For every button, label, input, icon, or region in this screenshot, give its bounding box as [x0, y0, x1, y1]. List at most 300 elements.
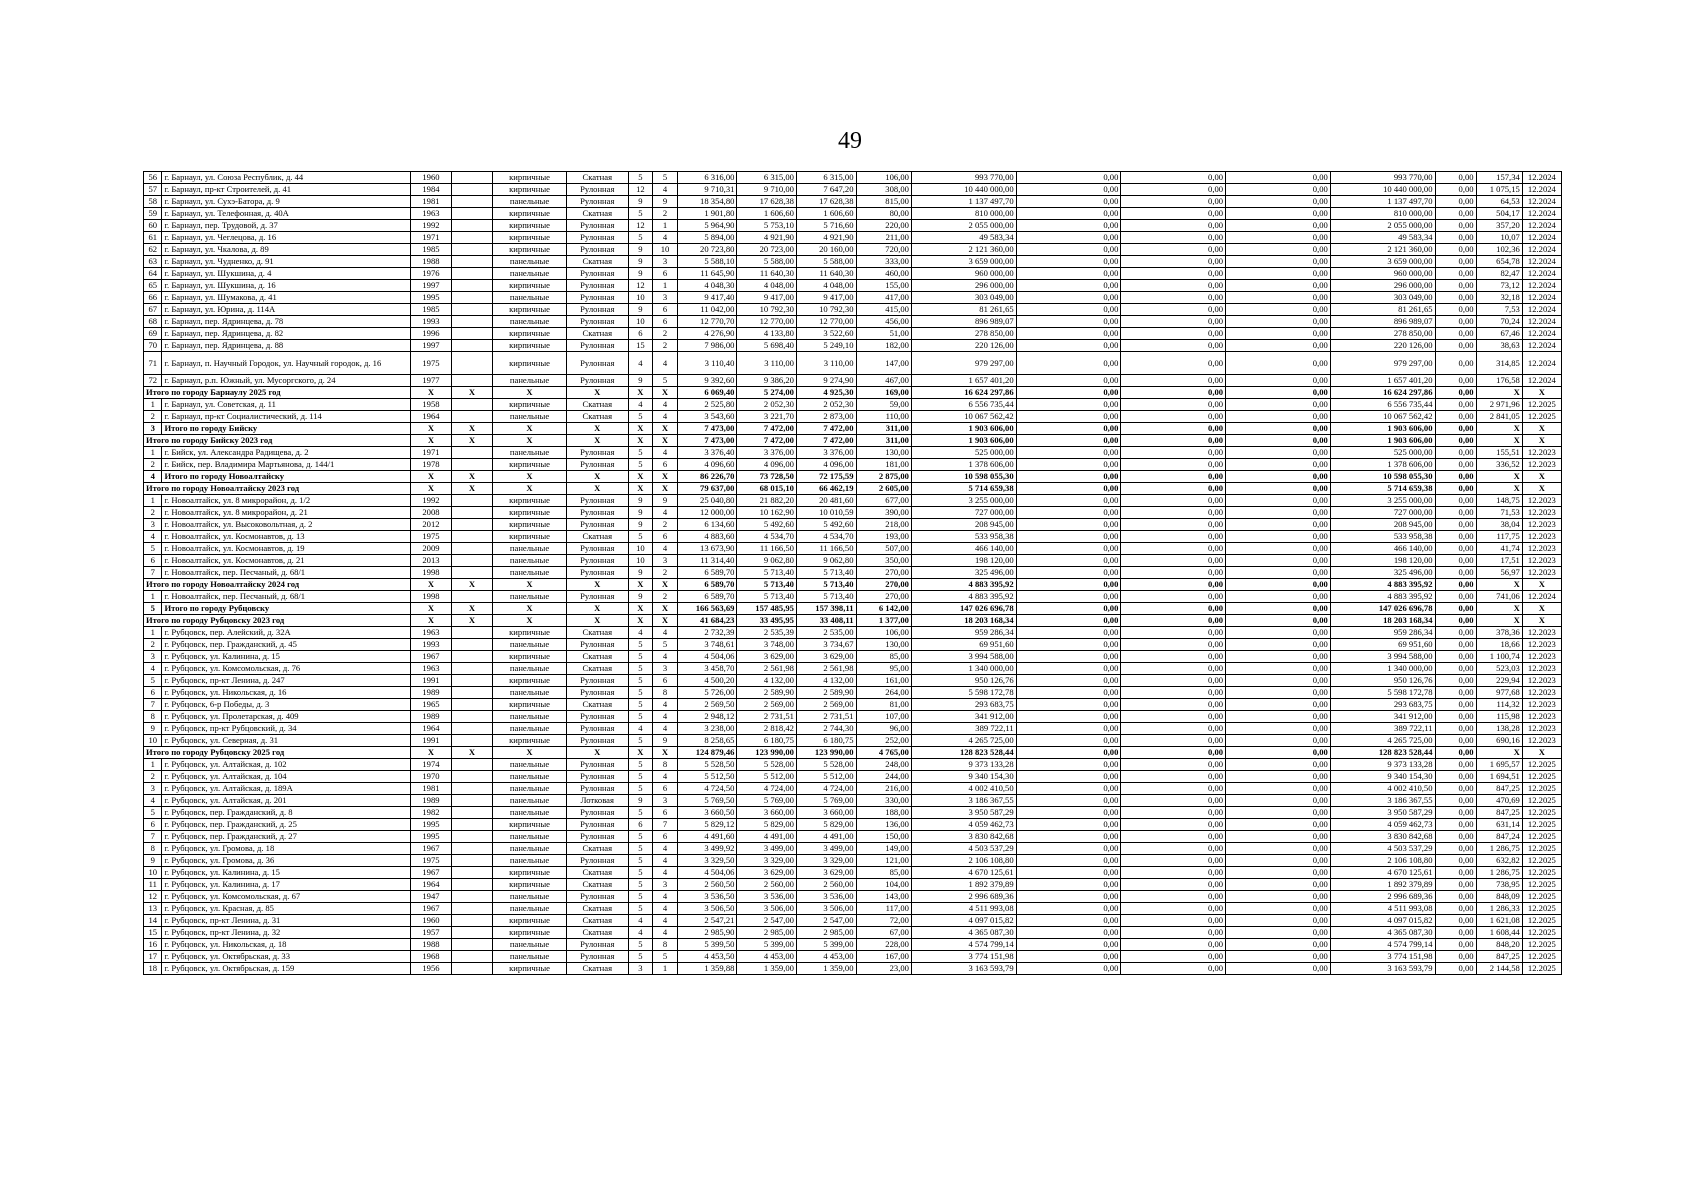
floors: 5 — [628, 903, 653, 915]
regional-funds: 0,00 — [1121, 184, 1226, 196]
roof-type: Рулонная — [566, 567, 628, 579]
table-row — [144, 663, 1562, 675]
roof-type: Скатная — [566, 915, 628, 927]
row-number: 16 — [144, 939, 162, 951]
year-built: 1977 — [410, 375, 451, 387]
total-area: 3 238,00 — [677, 723, 737, 735]
owner-funds: 2 055 000,00 — [1330, 220, 1435, 232]
floors: 4 — [628, 927, 653, 939]
residential-area-owned: 20 481,60 — [796, 495, 856, 507]
wall-material: панельные — [493, 292, 567, 304]
total-area: 7 473,00 — [677, 435, 737, 447]
specific-cost: 0,00 — [1435, 471, 1476, 483]
total-area: 12 000,00 — [677, 507, 737, 519]
year-built: 1995 — [410, 819, 451, 831]
federal-funds: 0,00 — [1016, 555, 1121, 567]
total-area: 3 748,61 — [677, 639, 737, 651]
wall-material: панельные — [493, 903, 567, 915]
entrances: X — [653, 483, 678, 495]
floors: 6 — [628, 328, 653, 340]
specific-cost-limit: 1 694,51 — [1476, 771, 1522, 783]
year-built: 1989 — [410, 687, 451, 699]
floors: 10 — [628, 316, 653, 328]
entrances: 2 — [653, 340, 678, 352]
federal-funds: 0,00 — [1016, 220, 1121, 232]
table-row — [144, 687, 1562, 699]
completion-date: 12.2024 — [1522, 208, 1561, 220]
table-row — [144, 939, 1562, 951]
local-funds: 0,00 — [1226, 447, 1331, 459]
year-built: 1971 — [410, 447, 451, 459]
federal-funds: 0,00 — [1016, 579, 1121, 591]
wall-material: панельные — [493, 807, 567, 819]
address: г. Барнаул, ул. Советская, д. 11 — [162, 399, 410, 411]
row-number: 2 — [144, 459, 162, 471]
owner-funds: 128 823 528,44 — [1330, 747, 1435, 759]
residential-area: 5 492,60 — [737, 519, 797, 531]
year-built: 1963 — [410, 663, 451, 675]
residential-area-owned: 4 534,70 — [796, 531, 856, 543]
specific-cost: 0,00 — [1435, 627, 1476, 639]
local-funds: 0,00 — [1226, 423, 1331, 435]
table-body — [144, 172, 1562, 975]
entrances: X — [653, 387, 678, 399]
owner-funds: 147 026 696,78 — [1330, 603, 1435, 615]
year-built: 2013 — [410, 555, 451, 567]
entrances: 4 — [653, 915, 678, 927]
roof-type: Скатная — [566, 531, 628, 543]
residents-count: 150,00 — [856, 831, 911, 843]
address: г. Рубцовск, ул. Комсомольская, д. 67 — [162, 891, 410, 903]
total-area: 2 948,12 — [677, 711, 737, 723]
table-row — [144, 172, 1562, 184]
address: г. Рубцовск, ул. Громова, д. 18 — [162, 843, 410, 855]
owner-funds: 325 496,00 — [1330, 567, 1435, 579]
residential-area-owned: 4 096,00 — [796, 459, 856, 471]
federal-funds: 0,00 — [1016, 687, 1121, 699]
federal-funds: 0,00 — [1016, 232, 1121, 244]
year-reconstruction — [452, 903, 493, 915]
local-funds: 0,00 — [1226, 927, 1331, 939]
total-area: 3 660,50 — [677, 807, 737, 819]
residential-area-owned: 4 724,00 — [796, 783, 856, 795]
table-row — [144, 232, 1562, 244]
total-cost: 69 951,60 — [911, 639, 1016, 651]
federal-funds: 0,00 — [1016, 675, 1121, 687]
specific-cost-limit: 67,46 — [1476, 328, 1522, 340]
floors: 12 — [628, 184, 653, 196]
specific-cost: 0,00 — [1435, 939, 1476, 951]
table-row — [144, 280, 1562, 292]
local-funds: 0,00 — [1226, 639, 1331, 651]
residential-area-owned: 66 462,19 — [796, 483, 856, 495]
wall-material: панельные — [493, 759, 567, 771]
total-cost: 896 989,07 — [911, 316, 1016, 328]
specific-cost-limit: 848,09 — [1476, 891, 1522, 903]
completion-date: 12.2023 — [1522, 531, 1561, 543]
residential-area: 3 536,00 — [737, 891, 797, 903]
year-reconstruction — [452, 495, 493, 507]
residential-area: 9 386,20 — [737, 375, 797, 387]
specific-cost-limit: 176,58 — [1476, 375, 1522, 387]
regional-funds: 0,00 — [1121, 519, 1226, 531]
table-row — [144, 951, 1562, 963]
address: г. Рубцовск, ул. Калинина, д. 15 — [162, 867, 410, 879]
local-funds: 0,00 — [1226, 172, 1331, 184]
federal-funds: 0,00 — [1016, 423, 1121, 435]
roof-type: Рулонная — [566, 495, 628, 507]
total-cost: 296 000,00 — [911, 280, 1016, 292]
year-built: 1985 — [410, 304, 451, 316]
floors: 9 — [628, 375, 653, 387]
specific-cost-limit: 7,53 — [1476, 304, 1522, 316]
total-area: 3 458,70 — [677, 663, 737, 675]
residential-area-owned: 3 506,00 — [796, 903, 856, 915]
wall-material: панельные — [493, 567, 567, 579]
table-row — [144, 208, 1562, 220]
specific-cost-limit: 2 841,05 — [1476, 411, 1522, 423]
wall-material: кирпичные — [493, 232, 567, 244]
local-funds: 0,00 — [1226, 915, 1331, 927]
entrances: 6 — [653, 675, 678, 687]
address: г. Барнаул, ул. Шукшина, д. 4 — [162, 268, 410, 280]
roof-type: Скатная — [566, 411, 628, 423]
specific-cost: 0,00 — [1435, 927, 1476, 939]
roof-type: Скатная — [566, 627, 628, 639]
residents-count: 211,00 — [856, 232, 911, 244]
roof-type: Рулонная — [566, 771, 628, 783]
year-built: 1993 — [410, 639, 451, 651]
specific-cost-limit: 847,25 — [1476, 783, 1522, 795]
residential-area: 5 769,00 — [737, 795, 797, 807]
entrances: 4 — [653, 711, 678, 723]
year-built: 1971 — [410, 232, 451, 244]
regional-funds: 0,00 — [1121, 651, 1226, 663]
floors: 9 — [628, 567, 653, 579]
residential-area: 123 990,00 — [737, 747, 797, 759]
total-area: 4 096,60 — [677, 459, 737, 471]
year-reconstruction — [452, 340, 493, 352]
residential-area: 9 062,80 — [737, 555, 797, 567]
total-row — [144, 387, 1562, 399]
residential-area: 5 399,00 — [737, 939, 797, 951]
federal-funds: 0,00 — [1016, 375, 1121, 387]
owner-funds: 1 378 606,00 — [1330, 459, 1435, 471]
address: г. Барнаул, пер. Трудовой, д. 37 — [162, 220, 410, 232]
owner-funds: 4 670 125,61 — [1330, 867, 1435, 879]
total-cost: 4 059 462,73 — [911, 819, 1016, 831]
specific-cost: 0,00 — [1435, 951, 1476, 963]
residents-count: 244,00 — [856, 771, 911, 783]
address: г. Рубцовск, пер. Гражданский, д. 27 — [162, 831, 410, 843]
year-reconstruction: X — [452, 747, 493, 759]
table-row — [144, 843, 1562, 855]
residents-count: 415,00 — [856, 304, 911, 316]
roof-type: X — [566, 435, 628, 447]
table-row — [144, 268, 1562, 280]
regional-funds: 0,00 — [1121, 196, 1226, 208]
roof-type: Скатная — [566, 663, 628, 675]
specific-cost: 0,00 — [1435, 831, 1476, 843]
residential-area-owned: 3 629,00 — [796, 651, 856, 663]
wall-material: панельные — [493, 891, 567, 903]
total-cost: 49 583,34 — [911, 232, 1016, 244]
row-number: 68 — [144, 316, 162, 328]
address: г. Рубцовск, пр-кт Ленина, д. 32 — [162, 927, 410, 939]
total-cost: 1 378 606,00 — [911, 459, 1016, 471]
residential-area-owned: 2 569,00 — [796, 699, 856, 711]
year-built: X — [410, 615, 451, 627]
total-area: 2 547,21 — [677, 915, 737, 927]
address: г. Рубцовск, пр-кт Ленина, д. 31 — [162, 915, 410, 927]
local-funds: 0,00 — [1226, 555, 1331, 567]
total-area: 8 258,65 — [677, 735, 737, 747]
regional-funds: 0,00 — [1121, 627, 1226, 639]
local-funds: 0,00 — [1226, 843, 1331, 855]
federal-funds: 0,00 — [1016, 411, 1121, 423]
federal-funds: 0,00 — [1016, 879, 1121, 891]
regional-funds: 0,00 — [1121, 543, 1226, 555]
federal-funds: 0,00 — [1016, 352, 1121, 375]
residents-count: 264,00 — [856, 687, 911, 699]
roof-type: Рулонная — [566, 220, 628, 232]
entrances: 2 — [653, 328, 678, 340]
regional-funds: 0,00 — [1121, 903, 1226, 915]
address: г. Новоалтайск, ул. Высоковольтная, д. 2 — [162, 519, 410, 531]
address: г. Новоалтайск, пер. Песчаный, д. 68/1 — [162, 567, 410, 579]
row-number: 14 — [144, 915, 162, 927]
year-reconstruction: X — [452, 435, 493, 447]
specific-cost-limit: 73,12 — [1476, 280, 1522, 292]
residential-area: 5 512,00 — [737, 771, 797, 783]
specific-cost-limit: 38,63 — [1476, 340, 1522, 352]
address: г. Рубцовск, ул. Алтайская, д. 102 — [162, 759, 410, 771]
wall-material: панельные — [493, 555, 567, 567]
residents-count: 85,00 — [856, 867, 911, 879]
specific-cost: 0,00 — [1435, 879, 1476, 891]
completion-date: 12.2025 — [1522, 855, 1561, 867]
residential-area-owned: 2 561,98 — [796, 663, 856, 675]
address: г. Рубцовск, пр-кт Рубцовский, д. 34 — [162, 723, 410, 735]
roof-type: Рулонная — [566, 184, 628, 196]
table-row — [144, 771, 1562, 783]
year-built: 1991 — [410, 675, 451, 687]
roof-type: Скатная — [566, 843, 628, 855]
total-cost: 4 002 410,50 — [911, 783, 1016, 795]
specific-cost: 0,00 — [1435, 172, 1476, 184]
residential-area-owned: 7 647,20 — [796, 184, 856, 196]
wall-material: кирпичные — [493, 244, 567, 256]
year-built: 1963 — [410, 208, 451, 220]
regional-funds: 0,00 — [1121, 459, 1226, 471]
entrances: 4 — [653, 723, 678, 735]
wall-material: кирпичные — [493, 915, 567, 927]
completion-date: 12.2023 — [1522, 555, 1561, 567]
regional-funds: 0,00 — [1121, 927, 1226, 939]
total-cost: 4 097 015,82 — [911, 915, 1016, 927]
address: г. Барнаул, ул. Чеглецова, д. 16 — [162, 232, 410, 244]
address: г. Барнаул, пер. Ядринцева, д. 82 — [162, 328, 410, 340]
local-funds: 0,00 — [1226, 352, 1331, 375]
row-number: 4 — [144, 531, 162, 543]
residential-area-owned: 5 713,40 — [796, 567, 856, 579]
local-funds: 0,00 — [1226, 579, 1331, 591]
address: г. Бийск, ул. Александра Радищева, д. 2 — [162, 447, 410, 459]
federal-funds: 0,00 — [1016, 268, 1121, 280]
entrances: 4 — [653, 771, 678, 783]
year-reconstruction — [452, 699, 493, 711]
table-row — [144, 292, 1562, 304]
year-reconstruction — [452, 783, 493, 795]
federal-funds: 0,00 — [1016, 244, 1121, 256]
completion-date: 12.2025 — [1522, 903, 1561, 915]
total-cost: 9 340 154,30 — [911, 771, 1016, 783]
specific-cost: 0,00 — [1435, 387, 1476, 399]
specific-cost: 0,00 — [1435, 316, 1476, 328]
address: г. Рубцовск, ул. Никольская, д. 18 — [162, 939, 410, 951]
wall-material: панельные — [493, 639, 567, 651]
year-built: 1975 — [410, 855, 451, 867]
roof-type: Скатная — [566, 651, 628, 663]
regional-funds: 0,00 — [1121, 771, 1226, 783]
total-label: Итого по городу Бийску 2023 год — [144, 435, 411, 447]
wall-material: кирпичные — [493, 459, 567, 471]
residential-area-owned: 3 522,60 — [796, 328, 856, 340]
specific-cost-limit: 847,25 — [1476, 807, 1522, 819]
residents-count: 6 142,00 — [856, 603, 911, 615]
year-reconstruction: X — [452, 471, 493, 483]
floors: 4 — [628, 399, 653, 411]
floors: 9 — [628, 244, 653, 256]
federal-funds: 0,00 — [1016, 771, 1121, 783]
address: г. Рубцовск, пер. Гражданский, д. 25 — [162, 819, 410, 831]
specific-cost: 0,00 — [1435, 184, 1476, 196]
regional-funds: 0,00 — [1121, 831, 1226, 843]
federal-funds: 0,00 — [1016, 208, 1121, 220]
year-reconstruction — [452, 627, 493, 639]
completion-date: 12.2023 — [1522, 459, 1561, 471]
total-cost: 2 996 689,36 — [911, 891, 1016, 903]
entrances: 9 — [653, 495, 678, 507]
floors: 10 — [628, 543, 653, 555]
table-row — [144, 411, 1562, 423]
completion-date: X — [1522, 423, 1561, 435]
year-reconstruction — [452, 208, 493, 220]
address: г. Рубцовск, ул. Красная, д. 85 — [162, 903, 410, 915]
local-funds: 0,00 — [1226, 375, 1331, 387]
specific-cost-limit: 38,04 — [1476, 519, 1522, 531]
completion-date: 12.2024 — [1522, 316, 1561, 328]
year-built: X — [410, 387, 451, 399]
residents-count: 228,00 — [856, 939, 911, 951]
address: г. Барнаул, ул. Сухэ-Батора, д. 9 — [162, 196, 410, 208]
total-area: 4 500,20 — [677, 675, 737, 687]
row-number: 17 — [144, 951, 162, 963]
specific-cost-limit: 1 286,75 — [1476, 867, 1522, 879]
wall-material: панельные — [493, 543, 567, 555]
federal-funds: 0,00 — [1016, 915, 1121, 927]
residential-area: 2 535,39 — [737, 627, 797, 639]
year-reconstruction — [452, 915, 493, 927]
year-reconstruction — [452, 687, 493, 699]
federal-funds: 0,00 — [1016, 483, 1121, 495]
floors: 9 — [628, 591, 653, 603]
specific-cost: 0,00 — [1435, 411, 1476, 423]
owner-funds: 3 774 151,98 — [1330, 951, 1435, 963]
year-built: 1968 — [410, 951, 451, 963]
entrances: 4 — [653, 867, 678, 879]
federal-funds: 0,00 — [1016, 867, 1121, 879]
specific-cost: 0,00 — [1435, 196, 1476, 208]
entrances: 2 — [653, 519, 678, 531]
residents-count: 67,00 — [856, 927, 911, 939]
entrances: 3 — [653, 663, 678, 675]
residential-area: 2 569,00 — [737, 699, 797, 711]
roof-type: Рулонная — [566, 939, 628, 951]
residents-count: 143,00 — [856, 891, 911, 903]
specific-cost: 0,00 — [1435, 304, 1476, 316]
regional-funds: 0,00 — [1121, 615, 1226, 627]
residential-area: 5 713,40 — [737, 567, 797, 579]
total-area: 11 042,00 — [677, 304, 737, 316]
federal-funds: 0,00 — [1016, 855, 1121, 867]
total-area: 4 883,60 — [677, 531, 737, 543]
residential-area: 10 162,90 — [737, 507, 797, 519]
local-funds: 0,00 — [1226, 831, 1331, 843]
year-reconstruction — [452, 399, 493, 411]
roof-type: Рулонная — [566, 268, 628, 280]
wall-material: панельные — [493, 663, 567, 675]
regional-funds: 0,00 — [1121, 759, 1226, 771]
completion-date: 12.2023 — [1522, 447, 1561, 459]
federal-funds: 0,00 — [1016, 184, 1121, 196]
total-cost: 198 120,00 — [911, 555, 1016, 567]
federal-funds: 0,00 — [1016, 639, 1121, 651]
entrances: 1 — [653, 963, 678, 975]
total-cost: 1 657 401,20 — [911, 375, 1016, 387]
address: г. Рубцовск, пер. Гражданский, д. 8 — [162, 807, 410, 819]
total-cost: 533 958,38 — [911, 531, 1016, 543]
table-row — [144, 735, 1562, 747]
federal-funds: 0,00 — [1016, 735, 1121, 747]
regional-funds: 0,00 — [1121, 843, 1226, 855]
specific-cost-limit: X — [1476, 615, 1522, 627]
wall-material: X — [493, 579, 567, 591]
total-cost: 220 126,00 — [911, 340, 1016, 352]
row-number: 3 — [144, 651, 162, 663]
residents-count: 72,00 — [856, 915, 911, 927]
regional-funds: 0,00 — [1121, 447, 1226, 459]
owner-funds: 525 000,00 — [1330, 447, 1435, 459]
floors: 4 — [628, 627, 653, 639]
entrances: X — [653, 579, 678, 591]
regional-funds: 0,00 — [1121, 220, 1226, 232]
page-number: 49 — [838, 128, 862, 154]
residential-area-owned: 4 132,00 — [796, 675, 856, 687]
residential-area-owned: 7 472,00 — [796, 423, 856, 435]
federal-funds: 0,00 — [1016, 963, 1121, 975]
regional-funds: 0,00 — [1121, 735, 1226, 747]
year-built: 1995 — [410, 831, 451, 843]
regional-funds: 0,00 — [1121, 268, 1226, 280]
year-reconstruction — [452, 411, 493, 423]
residential-area-owned: 1 606,60 — [796, 208, 856, 220]
row-number: 4 — [144, 663, 162, 675]
entrances: 6 — [653, 304, 678, 316]
total-area: 6 069,40 — [677, 387, 737, 399]
regional-funds: 0,00 — [1121, 495, 1226, 507]
specific-cost-limit: 1 621,08 — [1476, 915, 1522, 927]
